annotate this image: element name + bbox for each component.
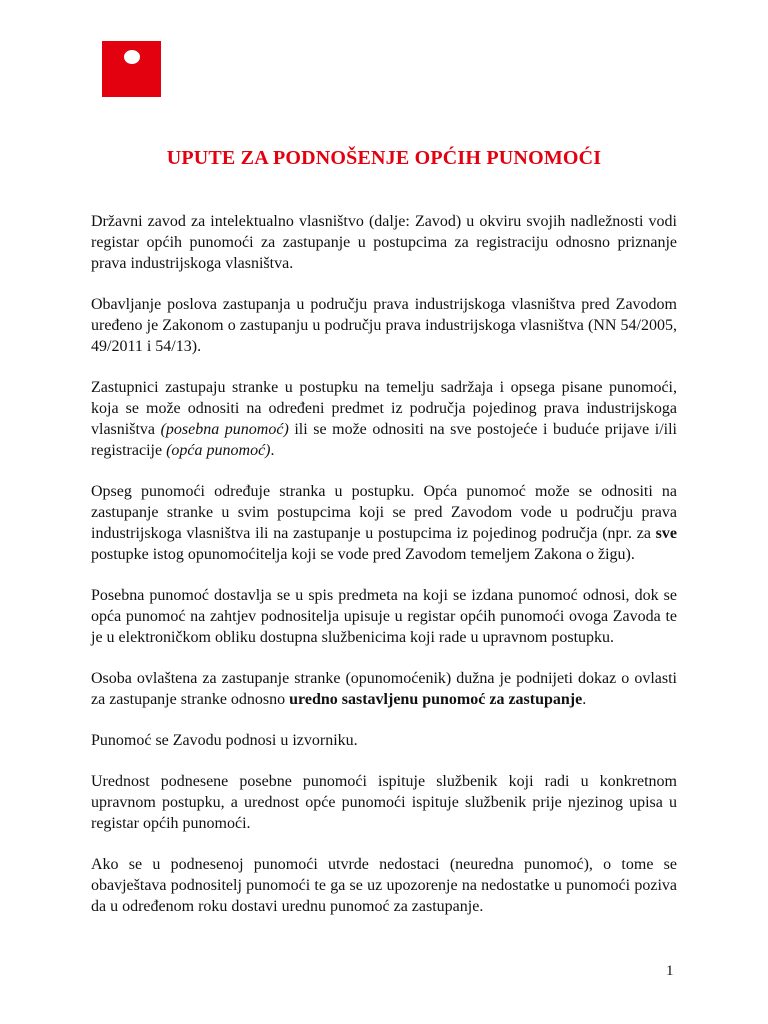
paragraph-9: Ako se u podnesenoj punomoći utvrde nedostaci (neuredna punomoć), o tome se obavještava podnositelj punomoći te ga se uz upozorenje na nedostatke u punomoći poziva da u određenom roku dostavi urednu punomoć za zastupanje.: [91, 856, 677, 915]
paragraph-1: Državni zavod za intelektualno vlasništvo (dalje: Zavod) u okviru svojih nadležnosti vodi registar općih punomoći za zastupanje u postupcima za registraciju odnosno priznanje prava industrijskoga vlasništva.: [91, 213, 677, 272]
paragraph-4-text-2: postupke istog opunomoćitelja koji se vode pred Zavodom temeljem Zakona o žigu).: [91, 546, 635, 563]
paragraph-3-text-1: Zastupnici zastupaju stranke u postupku na temelju sadržaja i opsega pisane punomoći, koja se može odnositi na određeni predmet iz područja pojedinog prava industrijskoga vlasništva: [91, 379, 677, 438]
document-title: UPUTE ZA PODNOŠENJE OPĆIH PUNOMOĆI: [166, 147, 602, 169]
logo-dot-icon: [124, 50, 140, 64]
paragraph-3-italic-2: (opća punomoć): [166, 442, 271, 459]
paragraph-4-text-1: Opseg punomoći određuje stranka u postupku. Opća punomoć može se odnositi na zastupanje stranke u svim postupcima koji se pred Zavodom vode u području prava industrijskoga vlasništva ili na zastupanje u postupcima iz pojedinog područja (npr. za: [91, 483, 677, 542]
institution-logo: [102, 41, 161, 97]
paragraph-6-text-2: .: [582, 691, 587, 708]
paragraph-2: Obavljanje poslova zastupanja u području prava industrijskoga vlasništva pred Zavodom uređeno je Zakonom o zastupanju u području prava industrijskoga vlasništva (NN 54/2005, 49/2011 i 54/13).: [91, 296, 677, 355]
document-body: [91, 211, 677, 937]
paragraph-3: [91, 377, 677, 461]
paragraph-3-text-2: ili se može odnositi na sve postojeće i buduće prijave i/ili registracije: [91, 421, 678, 459]
paragraph-5: Posebna punomoć dostavlja se u spis predmeta na koji se izdana punomoć odnosi, dok se opća punomoć na zahtjev podnositelja upisuje u registar općih punomoći ovoga Zavoda te je u elektroničkom obliku dostupna službenicima koji rade u upravnom postupku.: [91, 587, 677, 646]
paragraph-6-text-1: Osoba ovlaštena za zastupanje stranke (opunomoćenik) dužna je podnijeti dokaz o ovlasti za zastupanje stranke odnosno: [91, 670, 677, 708]
paragraph-3-italic-1: (posebna punomoć): [160, 421, 289, 438]
paragraph-7: Punomoć se Zavodu podnosi u izvorniku.: [91, 732, 358, 749]
paragraph-4: [91, 481, 677, 565]
paragraph-4-bold-1: sve: [655, 525, 677, 542]
paragraph-6: [91, 668, 677, 710]
paragraph-8: Urednost podnesene posebne punomoći ispituje službenik koji radi u konkretnom upravnom postupku, a urednost opće punomoći ispituje službenik prije njezinog upisa u registar općih punomoći.: [91, 773, 677, 832]
paragraph-3-text-3: .: [270, 442, 275, 459]
page-number: 1: [666, 963, 674, 979]
paragraph-6-bold-1: uredno sastavljenu punomoć za zastupanje: [289, 691, 583, 708]
